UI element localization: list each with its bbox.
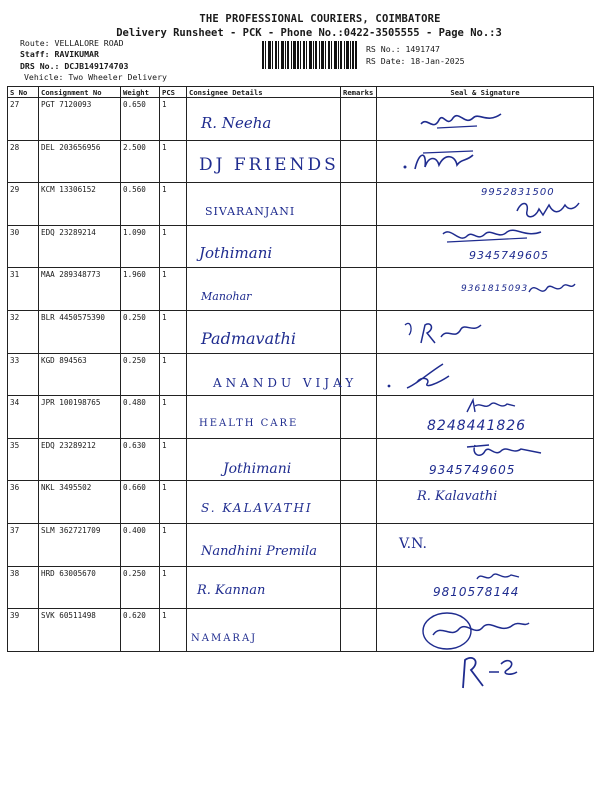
cell-consignment: DEL 203656956 [39, 140, 121, 183]
staff-value: RAVIKUMAR [54, 49, 99, 59]
cell-pcs: 1 [160, 140, 187, 183]
cell-consignment: BLR 4450575390 [39, 310, 121, 353]
drs-line [20, 61, 128, 71]
cell-pcs: 1 [160, 310, 187, 353]
company-title: THE PROFESSIONAL COURIERS, COIMBATORE [199, 13, 441, 25]
cell-sno: 27 [8, 98, 39, 141]
header-weight: Weight [121, 87, 160, 98]
cell-signature [377, 310, 594, 353]
cell-pcs: 1 [160, 268, 187, 311]
signature-mark [513, 197, 583, 221]
cell-sno: 32 [8, 310, 39, 353]
page-signature [455, 650, 525, 695]
consignee-handwriting: NAMARAJ [191, 633, 258, 645]
table-row [8, 523, 594, 566]
signature-phone: 8248441826 [427, 418, 527, 435]
route-value: VELLALORE ROAD [54, 38, 124, 48]
cell-consignment: KGD 894563 [39, 353, 121, 396]
cell-remarks [341, 396, 377, 439]
cell-pcs: 1 [160, 566, 187, 609]
table-row [8, 268, 594, 311]
cell-signature [377, 481, 594, 524]
cell-consignee [187, 609, 341, 652]
cell-weight: 1.090 [121, 225, 160, 268]
cell-consignment: KCM 13306152 [39, 183, 121, 226]
cell-consignee [187, 98, 341, 141]
header-signature: Seal & Signature [377, 87, 594, 98]
signature-mark [437, 222, 547, 250]
rs-date-value: 18-Jan-2025 [410, 56, 465, 66]
cell-pcs: 1 [160, 396, 187, 439]
barcode [262, 41, 357, 69]
rs-date-label: RS Date: [366, 56, 406, 66]
cell-consignment: NKL 3495502 [39, 481, 121, 524]
cell-consignment: MAA 289348773 [39, 268, 121, 311]
cell-signature [377, 523, 594, 566]
cell-signature [377, 609, 594, 652]
signature-phone: 9952831500 [481, 187, 555, 199]
vehicle-label: Vehicle: [24, 72, 64, 82]
cell-signature [377, 98, 594, 141]
signature-phone: 9345749605 [429, 462, 516, 477]
route-line [20, 38, 124, 48]
route-label: Route: [20, 38, 50, 48]
consignee-handwriting: ANANDU VIJAY [213, 375, 358, 390]
table-row [8, 609, 594, 652]
cell-sno: 34 [8, 396, 39, 439]
runsheet-table [7, 86, 594, 652]
signature-mark [387, 360, 467, 392]
consignee-handwriting: Manohar [201, 290, 252, 304]
cell-remarks [341, 310, 377, 353]
header-sno: S No [8, 87, 39, 98]
cell-weight: 1.960 [121, 268, 160, 311]
table-row [8, 481, 594, 524]
cell-signature [377, 268, 594, 311]
signature-mark [401, 315, 491, 349]
cell-pcs: 1 [160, 225, 187, 268]
cell-remarks [341, 481, 377, 524]
cell-sno: 30 [8, 225, 39, 268]
vehicle-line [24, 72, 167, 82]
cell-weight: 0.620 [121, 609, 160, 652]
table-row [8, 396, 594, 439]
cell-sno: 36 [8, 481, 39, 524]
cell-consignee [187, 268, 341, 311]
cell-remarks [341, 183, 377, 226]
cell-weight: 0.250 [121, 353, 160, 396]
cell-weight: 0.650 [121, 98, 160, 141]
cell-remarks [341, 438, 377, 481]
cell-remarks [341, 566, 377, 609]
cell-signature [377, 438, 594, 481]
header-remarks: Remarks [341, 87, 377, 98]
staff-label: Staff: [20, 49, 50, 59]
cell-sno: 35 [8, 438, 39, 481]
cell-remarks [341, 523, 377, 566]
table-row [8, 98, 594, 141]
cell-consignee [187, 438, 341, 481]
cell-pcs: 1 [160, 98, 187, 141]
signature-initials: V.N. [399, 535, 427, 552]
consignee-handwriting: S. KALAVATHI [201, 501, 313, 516]
signature-mark [399, 145, 489, 177]
cell-sno: 29 [8, 183, 39, 226]
cell-weight: 0.400 [121, 523, 160, 566]
cell-consignee [187, 225, 341, 268]
rs-no-label: RS No.: [366, 44, 401, 54]
consignee-handwriting: HEALTH CARE [199, 418, 299, 430]
staff-line [20, 49, 99, 59]
cell-consignee [187, 566, 341, 609]
cell-consignee [187, 140, 341, 183]
cell-weight: 0.250 [121, 566, 160, 609]
cell-remarks [341, 98, 377, 141]
cell-consignee [187, 183, 341, 226]
cell-signature [377, 140, 594, 183]
rs-date-line [366, 56, 465, 66]
cell-weight: 0.630 [121, 438, 160, 481]
signature-mark [527, 278, 577, 300]
cell-pcs: 1 [160, 523, 187, 566]
consignee-handwriting: SIVARANJANI [205, 205, 296, 219]
cell-weight: 0.660 [121, 481, 160, 524]
consignee-handwriting: Padmavathi [201, 328, 296, 348]
cell-remarks [341, 140, 377, 183]
header-pcs: PCS [160, 87, 187, 98]
header-consignment: Consignment No [39, 87, 121, 98]
cell-remarks [341, 353, 377, 396]
signature-mark [463, 398, 523, 416]
header-consignee: Consignee Details [187, 87, 341, 98]
cell-weight: 2.500 [121, 140, 160, 183]
cell-weight: 0.250 [121, 310, 160, 353]
cell-consignment: HRD 63005670 [39, 566, 121, 609]
cell-sno: 28 [8, 140, 39, 183]
cell-sno: 33 [8, 353, 39, 396]
consignee-handwriting: R. Neeha [201, 114, 272, 132]
cell-consignment: JPR 100198765 [39, 396, 121, 439]
signature-mark [417, 106, 507, 136]
cell-consignment: EDQ 23289212 [39, 438, 121, 481]
cell-consignee [187, 310, 341, 353]
table-row [8, 566, 594, 609]
cell-remarks [341, 609, 377, 652]
cell-pcs: 1 [160, 353, 187, 396]
signature-phone: 9810578144 [433, 584, 520, 599]
cell-sno: 37 [8, 523, 39, 566]
table-row [8, 183, 594, 226]
drs-label: DRS No.: [20, 61, 60, 71]
signature-phone: 9361815093 [461, 284, 529, 295]
cell-consignment: SVK 60511498 [39, 609, 121, 652]
consignee-handwriting: Jothimani [199, 243, 273, 262]
signature-name: R. Kalavathi [417, 489, 498, 505]
runsheet-title: Delivery Runsheet - PCK - Phone No.:0422-3505555 - Page No.:3 [116, 27, 502, 39]
cell-signature [377, 183, 594, 226]
cell-signature [377, 396, 594, 439]
cell-remarks [341, 225, 377, 268]
signature-mark [473, 569, 523, 585]
vehicle-value: Two Wheeler Delivery [68, 72, 167, 82]
rs-no-value: 1491747 [405, 44, 440, 54]
cell-consignment: EDQ 23289214 [39, 225, 121, 268]
signature-mark [417, 609, 537, 653]
cell-pcs: 1 [160, 438, 187, 481]
table-row [8, 310, 594, 353]
cell-consignment: SLM 362721709 [39, 523, 121, 566]
cell-weight: 0.480 [121, 396, 160, 439]
table-row [8, 353, 594, 396]
consignee-handwriting: DJ FRIENDS [199, 154, 339, 175]
cell-pcs: 1 [160, 183, 187, 226]
cell-consignment: PGT 7120093 [39, 98, 121, 141]
table-row [8, 438, 594, 481]
cell-pcs: 1 [160, 609, 187, 652]
table-row [8, 225, 594, 268]
cell-remarks [341, 268, 377, 311]
cell-signature [377, 353, 594, 396]
cell-sno: 39 [8, 609, 39, 652]
cell-pcs: 1 [160, 481, 187, 524]
cell-signature [377, 225, 594, 268]
table-header-row [8, 87, 594, 98]
cell-consignee [187, 353, 358, 396]
cell-sno: 38 [8, 566, 39, 609]
rs-no-line [366, 44, 440, 54]
cell-consignee [187, 481, 341, 524]
table-row [8, 140, 594, 183]
cell-weight: 0.560 [121, 183, 160, 226]
cell-sno: 31 [8, 268, 39, 311]
cell-signature [377, 566, 594, 609]
consignee-handwriting: Jothimani [223, 460, 292, 477]
cell-consignee [187, 396, 341, 439]
consignee-handwriting: R. Kannan [197, 582, 266, 598]
drs-value: DCJB149174703 [64, 61, 129, 71]
cell-consignee [187, 523, 341, 566]
signature-mark [461, 441, 551, 463]
consignee-handwriting: Nandhini Premila [201, 543, 318, 559]
signature-phone: 9345749605 [469, 248, 549, 262]
